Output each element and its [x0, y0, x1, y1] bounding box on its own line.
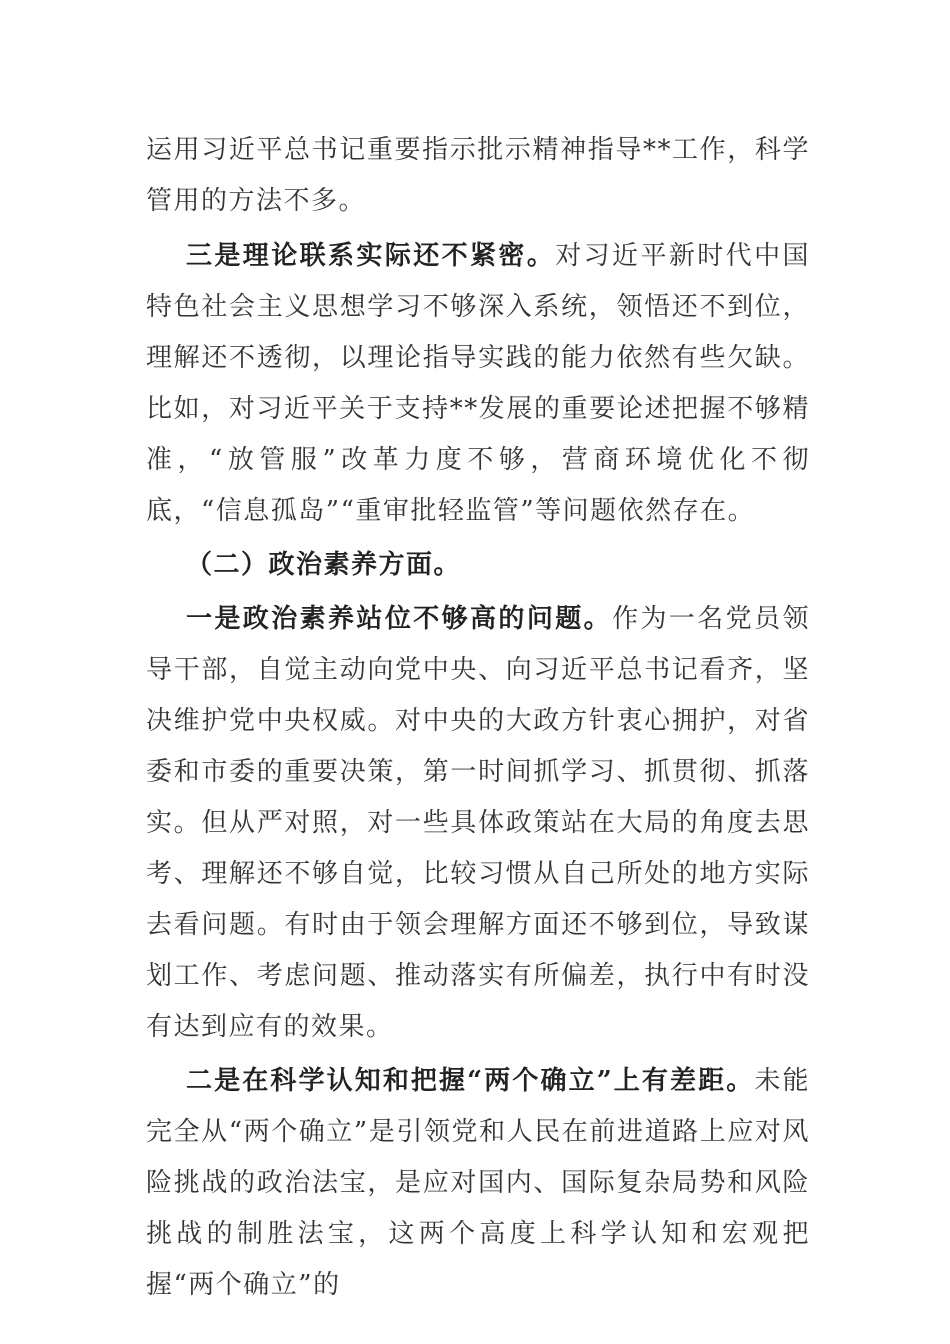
paragraph-3: [146, 594, 810, 1053]
document-body: [146, 125, 810, 1311]
section-heading-political-literacy: （二）政治素养方面。: [186, 550, 462, 580]
paragraph-1-text: 运用习近平总书记重要指示批示精神指导**工作，科学管用的方法不多。: [146, 135, 810, 216]
paragraph-3-text: 作为一名党员领导干部，自觉主动向党中央、向习近平总书记看齐，坚决维护党中央权威。对中央的大政方针衷心拥护，对省委和市委的重要决策，第一时间抓学习、抓贯彻、抓落实。但从严对照，对一些具体政策站在大局的角度去思考、理解还不够自觉，比较习惯从自己所处的地方实际去看问题。有时由于领会理解方面还不够到位，导致谋划工作、考虑问题、推动落实有所偏差，执行中有时没有达到应有的效果。: [146, 604, 810, 1042]
paragraph-2: [146, 231, 810, 537]
paragraph-3-lead: 一是政治素养站位不够高的问题。: [186, 604, 613, 634]
paragraph-1: [146, 125, 810, 227]
paragraph-4-text: 未能完全从“两个确立”是引领党和人民在前进道路上应对风险挑战的政治法宝，是应对国内、国际复杂局势和风险挑战的制胜法宝，这两个高度上科学认知和宏观把握“两个确立”的: [146, 1066, 810, 1300]
paragraph-2-lead: 三是理论联系实际还不紧密。: [186, 241, 556, 271]
paragraph-2-text: 对习近平新时代中国特色社会主义思想学习不够深入系统，领悟还不到位，理解还不透彻，以理论指导实践的能力依然有些欠缺。比如，对习近平关于支持**发展的重要论述把握不够精准，“放管服”改革力度不够，营商环境优化不彻底，“信息孤岛”“重审批轻监管”等问题依然存在。: [146, 241, 810, 526]
paragraph-4-lead: 二是在科学认知和把握“两个确立”上有差距。: [186, 1066, 755, 1096]
paragraph-4: [146, 1056, 810, 1311]
